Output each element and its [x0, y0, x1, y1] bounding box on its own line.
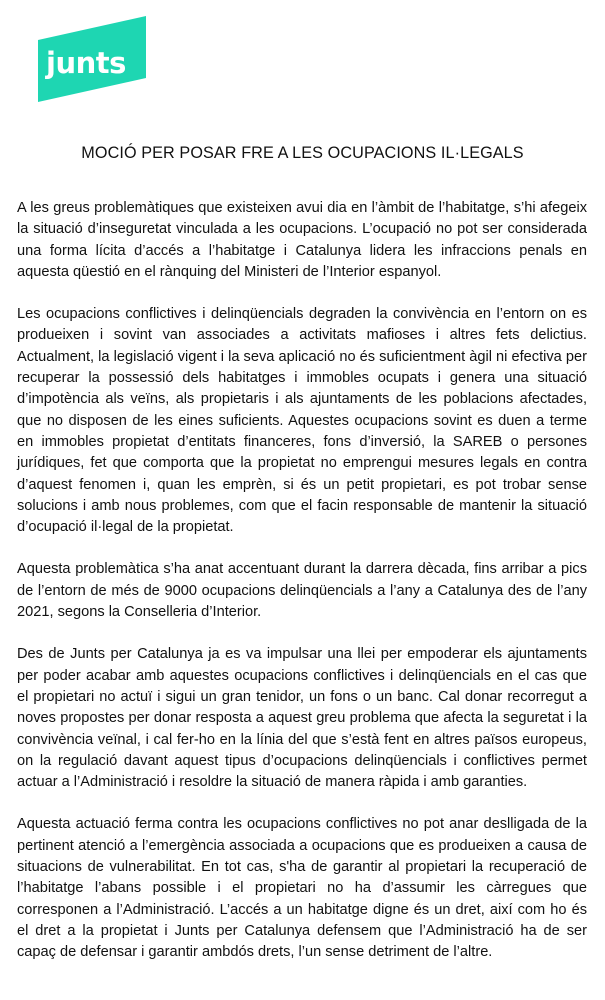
document-body	[17, 198, 587, 985]
paragraph: Des de Junts per Catalunya ja es va impulsar una llei per empoderar els ajuntaments per poder acabar amb aquestes ocupacions conflictives i delinqüencials en el cas que el propietari no actuï i sigui un gran tenidor, un fons o un banc. Cal donar recorregut a noves propostes per donar resposta a aquest greu problema que afecta la seguretat i la convivència veïnal, i cal fer-ho en la línia del que s’està fent en altres països europeus, on la regulació davant aquest tipus d’ocupacions delinqüencials i conflictives permet actuar a l’Administració i resoldre la situació de manera ràpida i amb garanties.	[17, 646, 587, 791]
paragraph: Les ocupacions conflictives i delinqüencials degraden la convivència en l’entorn on es produeixen i sovint van associades a activitats mafioses i altres fets delictius. Actualment, la legislació vigent i la seva aplicació no és suficientment àgil ni efectiva per recuperar la possessió dels habitatges i immobles ocupats i genera una situació d’impotència als veïns, als propietaris i als ajuntaments de les poblacions afectades, que no disposen de les eines suficients. Aquestes ocupacions sovint es duen a terme en immobles propietat d’entitats financeres, fons d’inversió, la SAREB o persones jurídiques, fet que comporta que la propietat no emprengui mesures legals en contra d’aquest fenomen i, quan les emprèn, si és un petit propietari, es pot trobar sense solucions i amb nous problemes, com que el facin responsable de mantenir la situació d’ocupació il·legal de la propietat.	[17, 306, 587, 536]
paragraph: Aquesta actuació ferma contra les ocupacions conflictives no pot anar deslligada de la pertinent atenció a l’emergència associada a ocupacions que es produeixen a causa de situacions de vulnerabilitat. En tot cas, s'ha de garantir al propietari la recuperació de l’habitatge l’abans possible i el propietari no ha d’assumir les càrregues que corresponen a l’Administració. L’accés a un habitatge digne és un dret, així com ho és el dret a la propietat i Junts per Catalunya defensem que l’Administració ha de ser capaç de defensar i garantir ambdós drets, l’un sense detriment de l’altre.	[17, 816, 587, 961]
logo-graphic	[38, 16, 146, 102]
junts-logo	[38, 16, 146, 102]
paragraph: Aquesta problemàtica s’ha anat accentuant durant la darrera dècada, fins arribar a pics de l’entorn de més de 9000 ocupacions delinqüencials a l’any a Catalunya des de l’any 2021, segons la Conselleria d’Interior.	[17, 561, 587, 621]
paragraph: A les greus problemàtiques que existeixen avui dia en l’àmbit de l’habitatge, s’hi afegeix la situació d’inseguretat vinculada a les ocupacions. L’ocupació no pot ser considerada una forma lícita d’accés a l’habitatge i Catalunya lidera les infraccions penals en aquesta qüestió en el rànquing del Ministeri de l’Interior espanyol.	[17, 200, 587, 280]
document-title: MOCIÓ PER POSAR FRE A LES OCUPACIONS IL·LEGALS	[81, 144, 524, 162]
logo-wordmark: junts	[46, 46, 126, 80]
